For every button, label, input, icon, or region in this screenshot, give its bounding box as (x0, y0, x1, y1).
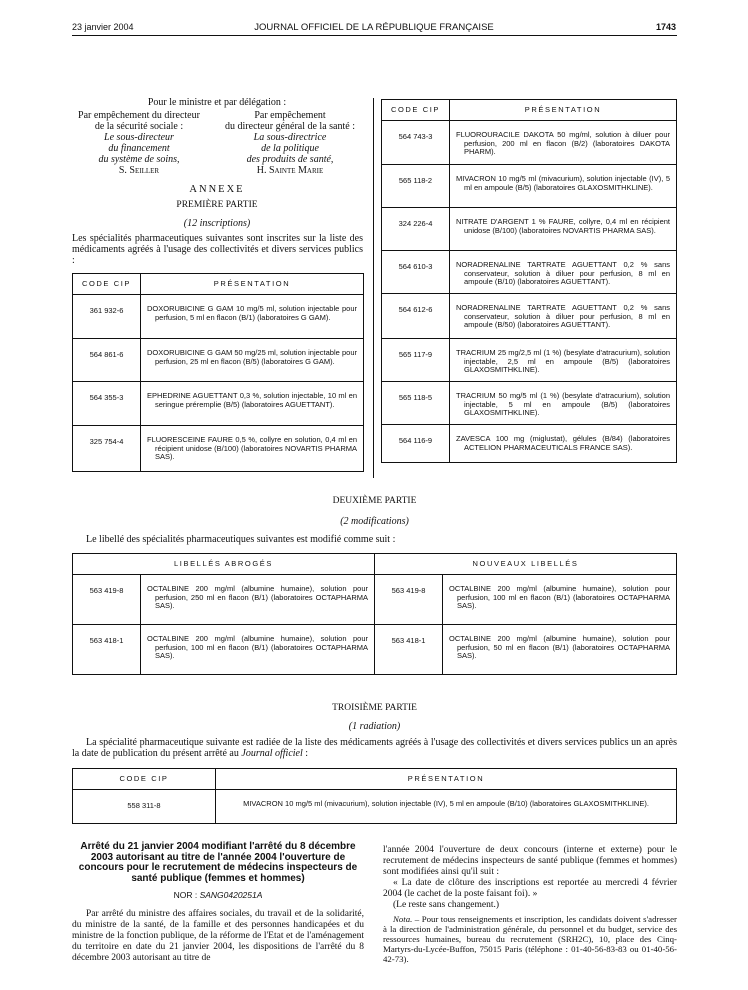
arrete-rest-unchanged: (Le reste sans changement.) (393, 900, 500, 910)
header-date: 23 janvier 2004 (72, 22, 134, 32)
signature-left (68, 110, 210, 176)
presentation-text: NORADRENALINE TARTRATE AGUETTANT 0,2 % sans conservateur, solution à diluer pour perfusion, 8 ml en ampoule (B/50) (laboratoires AGUETTANT). (456, 303, 670, 330)
old-label-text: OCTALBINE 200 mg/ml (albumine humaine), solution pour perfusion, 100 ml en flacon (B/1) (laboratoires OCTAPHARMA SAS). (147, 634, 369, 661)
table-row (73, 790, 677, 824)
presentation-text: FLUORESCEINE FAURE 0,5 %, collyre en solution, 0,4 ml en récipient unidose (B/100) (laboratoires NOVARTIS PHARMA SAS). (147, 435, 357, 462)
col-header-presentation: PRÉSENTATION (216, 769, 677, 790)
table-row (73, 339, 364, 382)
presentation-cell (450, 251, 677, 294)
sig-right-title: des produits de santé, (246, 154, 334, 165)
table-row (73, 426, 364, 472)
presentation-text: ZAVESCA 100 mg (miglustat), gélules (B/84) (laboratoires ACTELION PHARMACEUTICALS FRANCE SAS). (456, 434, 670, 452)
arrete-body: Par arrêté du ministre des affaires sociales, du travail et de la solidarité, du ministre de la santé, de la famille et des personnes handicapées et du ministre de la fonction publique, de la réforme de l'Etat et de l'aménagement du territoire en date du 21 janvier 2004, les dispositions de l'arrêté du 8 décembre 2003 autorisant au titre de (72, 909, 364, 963)
col-header-code: CODE CIP (73, 274, 141, 295)
table-row (382, 251, 677, 294)
sig-left-title: du système de soins, (98, 154, 180, 165)
table-row (382, 165, 677, 208)
presentation-text: TRACRIUM 25 mg/2,5 ml (1 %) (besylate d'atracurium), solution injectable, 2,5 ml en ampoule (B/5) (laboratoires GLAXOSMITHKLINE). (456, 348, 670, 375)
sig-right-title: La sous-directrice (253, 132, 327, 143)
part1-subtitle: (12 inscriptions) (183, 218, 251, 229)
signature-right (210, 110, 370, 176)
presentation-cell (450, 425, 677, 463)
old-code-cip: 563 418-1 (73, 625, 141, 675)
table-row (73, 382, 364, 426)
new-code-cip: 563 418-1 (375, 625, 443, 675)
arrete-nor (72, 890, 364, 900)
new-label-cell (443, 575, 677, 625)
table-part2 (72, 553, 677, 675)
col-header-code: CODE CIP (382, 100, 450, 121)
journal-officiel-ref: Journal officiel (241, 748, 303, 759)
code-cip: 565 118-5 (382, 382, 450, 425)
presentation-cell (450, 339, 677, 382)
table-row (382, 294, 677, 339)
arrete-note (383, 914, 677, 964)
sig-left-name: S. Seiller (118, 165, 160, 176)
table-part1-left (72, 273, 364, 472)
presentation-cell (141, 382, 364, 426)
new-label-text: OCTALBINE 200 mg/ml (albumine humaine), solution pour perfusion, 100 ml en flacon (B/1) (laboratoires OCTAPHARMA SAS). (449, 584, 670, 611)
sig-right-title: de la politique (261, 143, 319, 154)
presentation-cell (450, 165, 677, 208)
sig-left-line: Par empêchement du directeur (78, 110, 200, 121)
presentation-cell (141, 426, 364, 472)
col-header-code: CODE CIP (73, 769, 216, 790)
sig-right-line: du directeur général de la santé : (225, 121, 355, 132)
presentation-text: EPHEDRINE AGUETTANT 0,3 %, solution injectable, 10 ml en seringue préremplie (B/5) (laboratoires AGUETTANT). (147, 391, 357, 409)
table-row (382, 208, 677, 251)
note-label: Nota. (393, 914, 413, 924)
header-page-number: 1743 (655, 22, 676, 32)
new-code-cip: 563 419-8 (375, 575, 443, 625)
sig-left-title: Le sous-directeur (104, 132, 174, 143)
new-label-text: OCTALBINE 200 mg/ml (albumine humaine), solution pour perfusion, 50 ml en flacon (B/1) (laboratoires OCTAPHARMA SAS). (449, 634, 670, 661)
code-cip: 564 116-9 (382, 425, 450, 463)
part2-subtitle: (2 modifications) (340, 516, 409, 527)
code-cip: 325 754-4 (73, 426, 141, 472)
part3-intro (72, 737, 677, 759)
part3-subtitle: (1 radiation) (348, 721, 401, 732)
col-header-presentation: PRÉSENTATION (141, 274, 364, 295)
new-label-cell (443, 625, 677, 675)
col-header-presentation: PRÉSENTATION (450, 100, 677, 121)
code-cip: 361 932-6 (73, 295, 141, 339)
column-divider (373, 98, 374, 478)
old-code-cip: 563 419-8 (73, 575, 141, 625)
presentation-text: MIVACRON 10 mg/5 ml (mivacurium), solution injectable (IV), 5 ml en ampoule (B/5) (laboratoires GLAXOSMITHKLINE). (456, 174, 670, 192)
presentation-cell (450, 121, 677, 165)
table-row (73, 625, 677, 675)
code-cip: 564 610-3 (382, 251, 450, 294)
header-rule (72, 35, 677, 36)
old-label-cell (141, 575, 375, 625)
code-cip: 565 118-2 (382, 165, 450, 208)
sig-right-name: H. Sainte Marie (256, 165, 324, 176)
code-cip: 324 226-4 (382, 208, 450, 251)
sig-left-line: de la sécurité sociale : (94, 121, 184, 132)
presentation-text: FLUOROURACILE DAKOTA 50 mg/ml, solution à diluer pour perfusion, 200 ml en flacon (B/2) (laboratoires DAKOTA PHARM). (456, 130, 670, 157)
code-cip: 565 117-9 (382, 339, 450, 382)
part1-intro: Les spécialités pharmaceutiques suivantes sont inscrites sur la liste des médicaments agréés à l'usage des collectivités et divers services publics : (72, 233, 363, 266)
presentation-text: NORADRENALINE TARTRATE AGUETTANT 0,2 % sans conservateur, solution à diluer pour perfusion, 8 ml en ampoule (B/10) (laboratoires AGUETTANT). (456, 260, 670, 287)
table-row (73, 295, 364, 339)
arrete-title: Arrêté du 21 janvier 2004 modifiant l'arrêté du 8 décembre 2003 autorisant au titre de l'année 2004 l'ouverture de concours pour le recrutement de médecins inspecteurs de santé publique (femmes et hommes) (78, 841, 358, 884)
part3-intro-end: : (302, 748, 309, 759)
signature-intro: Pour le ministre et par délégation : (147, 97, 287, 108)
part3-title: TROISIÈME PARTIE (332, 703, 417, 713)
code-cip: 564 743-3 (382, 121, 450, 165)
presentation-text: DOXORUBICINE G GAM 50 mg/25 ml, solution injectable pour perfusion, 25 ml en flacon (B/5) (laboratoires G GAM). (147, 348, 357, 366)
table-row (382, 121, 677, 165)
presentation-text: DOXORUBICINE G GAM 10 mg/5 ml, solution injectable pour perfusion, 5 ml en flacon (B/1) (laboratoires G GAM). (147, 304, 357, 322)
presentation-cell (450, 208, 677, 251)
presentation-cell (141, 295, 364, 339)
part1-title: PREMIÈRE PARTIE (176, 200, 258, 210)
nor-label: NOR : (173, 890, 200, 900)
sig-right-line: Par empêchement (254, 110, 326, 121)
table-row (382, 382, 677, 425)
presentation-text: MIVACRON 10 mg/5 ml (mivacurium), solution injectable (IV), 5 ml en ampoule (B/10) (laboratoires GLAXOSMITHKLINE). (243, 799, 649, 808)
old-label-cell (141, 625, 375, 675)
table-row (73, 575, 677, 625)
code-cip: 558 311-8 (73, 790, 216, 824)
presentation-text: NITRATE D'ARGENT 1 % FAURE, collyre, 0,4 ml en récipient unidose (B/100) (laboratoires NOVARTIS PHARMA SAS). (456, 217, 670, 235)
arrete-body-continued: l'année 2004 l'ouverture de deux concours (interne et externe) pour le recrutement de médecins inspecteurs de santé publique (femmes et hommes) sont modifiées ainsi qu'il suit : (383, 845, 677, 877)
presentation-cell (141, 339, 364, 382)
presentation-cell (450, 382, 677, 425)
code-cip: 564 861-6 (73, 339, 141, 382)
header-journal-title: JOURNAL OFFICIEL DE LA RÉPUBLIQUE FRANÇAISE (254, 22, 494, 33)
part3-intro-text: La spécialité pharmaceutique suivante est radiée de la liste des médicaments agréés à l'usage des collectivités et divers services publics un an après la date de publication du présent arrêté au (72, 737, 677, 759)
part2-title: DEUXIÈME PARTIE (332, 496, 417, 506)
note-text: – Pour tous renseignements et inscription, les candidats doivent s'adresser à la direction de l'administration générale, du personnel et du budget, service des ressources humaines, bureau du recrutement (SRH2C), 10, place des Cinq-Martyrs-du-Lycée-Buffon, 75015 Paris (téléphone : 01-40-56-83-83 ou 01-40-56-42-73). (383, 914, 677, 964)
nor-code: SANG0420251A (199, 890, 263, 900)
presentation-cell (450, 294, 677, 339)
part2-intro: Le libellé des spécialités pharmaceutiques suivantes est modifié comme suit : (86, 534, 396, 545)
table-row (382, 425, 677, 463)
old-label-text: OCTALBINE 200 mg/ml (albumine humaine), solution pour perfusion, 250 ml en flacon (B/1) (laboratoires OCTAPHARMA SAS). (147, 584, 369, 611)
sig-left-title: du financement (108, 143, 170, 154)
table-row (382, 339, 677, 382)
code-cip: 564 612-6 (382, 294, 450, 339)
presentation-text: TRACRIUM 50 mg/5 ml (1 %) (besylate d'atracurium), solution injectable, 5 ml en ampoule (B/5) (laboratoires GLAXOSMITHKLINE). (456, 391, 670, 418)
presentation-cell (216, 790, 677, 824)
table-part1-right (381, 99, 677, 463)
col-header-new-labels: NOUVEAUX LIBELLÉS (375, 554, 677, 575)
code-cip: 564 355-3 (73, 382, 141, 426)
col-header-old-labels: LIBELLÉS ABROGÉS (73, 554, 375, 575)
arrete-quote: « La date de clôture des inscriptions est reportée au mercredi 4 février 2004 (le cachet de la poste faisant foi). » (383, 878, 677, 899)
table-part3 (72, 768, 677, 824)
annexe-title: ANNEXE (189, 184, 245, 195)
